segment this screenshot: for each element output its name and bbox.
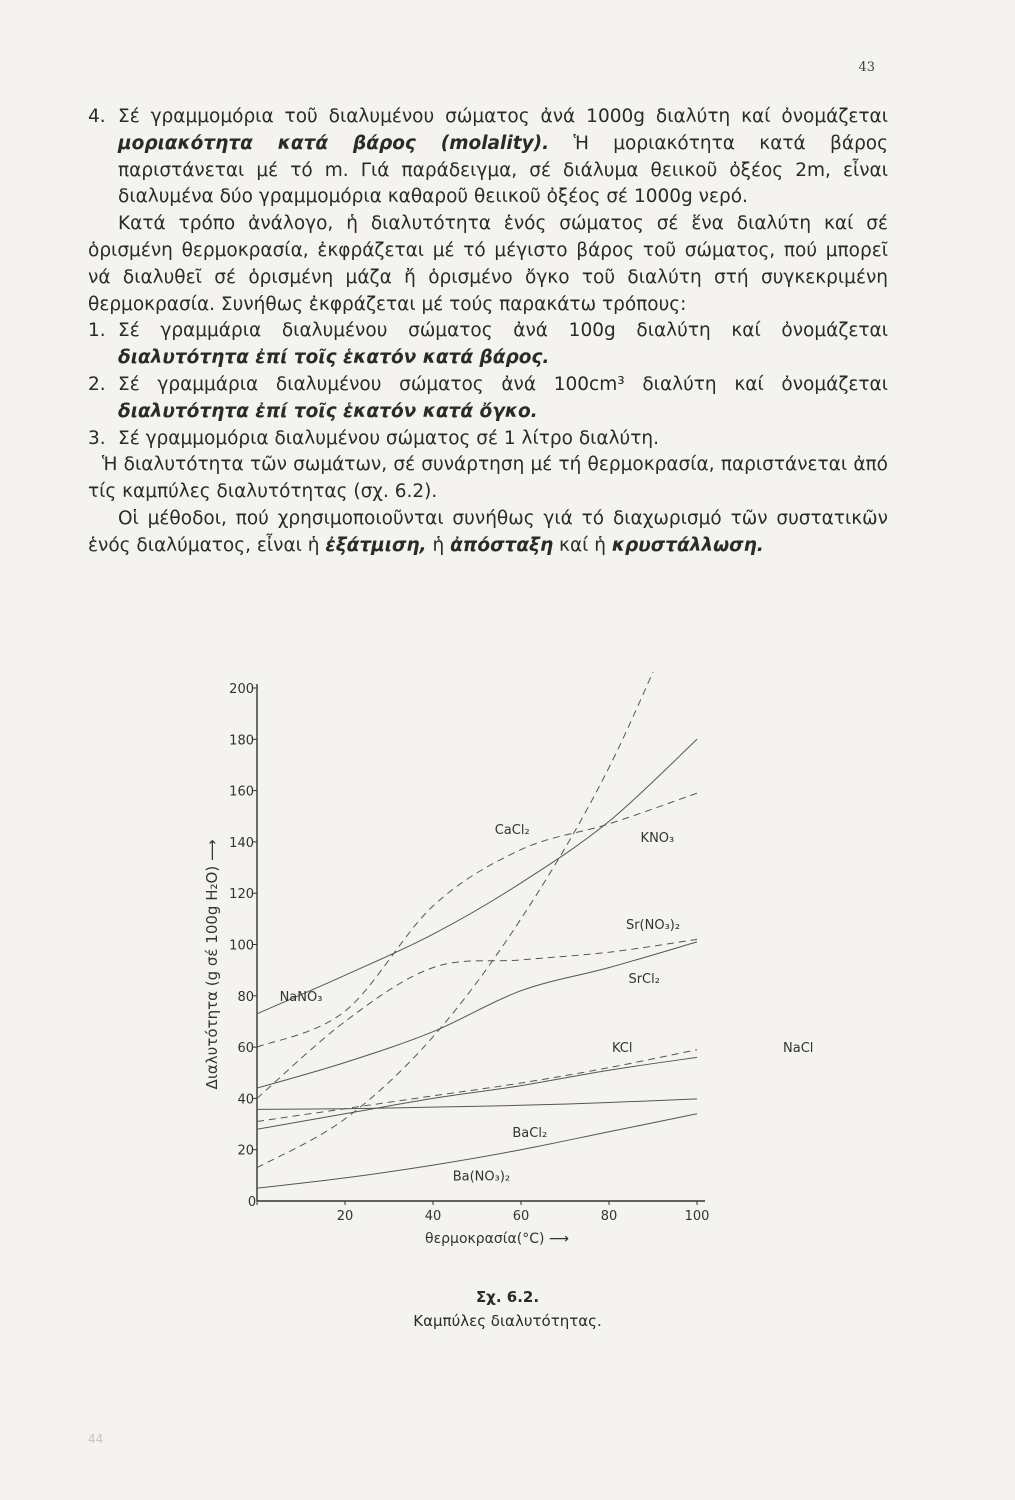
paragraph-methods	[88, 506, 888, 560]
y-tick-label: 160	[229, 784, 254, 800]
series-label: BaCl₂	[512, 1125, 548, 1141]
series-label: NaCl	[783, 1041, 814, 1057]
defined-term: ἀπόσταξη	[450, 534, 554, 556]
y-tick-label: 80	[237, 989, 254, 1005]
paragraph-text: Οἱ μέθοδοι, πού χρησιμοποιοῦνται συνήθως γιά τό διαχωρισμό τῶν συστατικῶν ἑνός διαλύματος, εἶναι ἡ	[88, 507, 888, 556]
list-body	[118, 104, 888, 211]
defined-term: διαλυτότητα ἐπί τοῖς ἑκατόν κατά ὄγκο.	[118, 400, 538, 422]
paragraph-text: ἡ	[426, 534, 451, 556]
list-item-4	[88, 104, 888, 211]
list-number: 1.	[88, 320, 106, 342]
list-number: 4.	[88, 106, 106, 127]
series-line	[257, 1099, 697, 1110]
y-axis-label: Διαλυτότητα (g σέ 100g H₂O) ⟶	[203, 839, 221, 1090]
chart-svg	[200, 672, 814, 1247]
paragraph-solubility: Κατά τρόπο ἀνάλογο, ἡ διαλυτότητα ἑνός σώματος σέ ἕνα διαλύτη καί σέ ὁρισμένη θερμοκρασία, ἐκφράζεται μέ τό μέγιστο βάρος τοῦ σώματος, πού μπορεῖ νά διαλυθεῖ σέ ὁρισμένη μάζα ἤ ὁρισμένο ὄγκο τοῦ διαλύτη στή συγκεκριμένη θερμοκρασία. Συνήθως ἐκφράζεται μέ τούς παρακάτω τρόπους:	[88, 213, 888, 315]
series-label: Ba(NO₃)₂	[452, 1169, 511, 1185]
figure-number: Σχ. 6.2.	[475, 1288, 540, 1306]
y-tick-label: 200	[229, 682, 254, 697]
series-line	[257, 939, 697, 1098]
list-text: Σέ γραμμάρια διαλυμένου σώματος ἀνά 100cm³ διαλύτη καί ὀνομάζεται	[118, 373, 888, 395]
x-tick-label: 20	[336, 1209, 354, 1224]
series-line	[257, 942, 697, 1088]
defined-term: διαλυτότητα ἐπί τοῖς ἑκατόν κατά βάρος.	[118, 347, 550, 369]
list-text: Σέ γραμμομόρια τοῦ διαλυμένου σώματος ἀνά 1000g διαλύτη καί ὀνομάζεται	[118, 106, 888, 127]
x-tick-label: 80	[600, 1209, 618, 1224]
series-label: CaCl₂	[494, 823, 530, 839]
list-item	[88, 372, 888, 426]
list-text: Σέ γραμμάρια διαλυμένου σώματος ἀνά 100g διαλύτη καί ὀνομάζεται	[118, 320, 888, 342]
series-label: NaNO₃	[279, 989, 323, 1005]
list-text: Σέ γραμμομόρια διαλυμένου σώματος σέ 1 λίτρο διαλύτη.	[118, 427, 660, 449]
defined-term: μοριακότητα κατά βάρος (molality).	[118, 132, 550, 154]
series-label: KCl	[611, 1041, 633, 1057]
list-text: Ἡ μοριακότητα κατά βάρος παριστάνεται μέ τό m. Γιά παράδειγμα, σέ διάλυμα θειικοῦ ὀξέος 2m, εἶναι διαλυμένα δύο γραμμομόρια καθαροῦ θειικοῦ ὀξέος σέ 1000g νερό.	[118, 132, 888, 208]
page-number: 43	[858, 60, 875, 75]
paragraph-text: καί ἡ	[553, 534, 612, 556]
series-line	[257, 570, 697, 1168]
y-tick-label: 60	[237, 1041, 254, 1057]
y-tick-label: 120	[229, 887, 254, 903]
series-label: Sr(NO₃)₂	[625, 918, 681, 934]
list-body	[118, 372, 888, 426]
series-label: KNO₃	[640, 830, 675, 846]
list-item	[88, 426, 888, 453]
series-line	[257, 1050, 697, 1122]
x-tick-label: 60	[512, 1209, 530, 1224]
y-tick-label: 100	[229, 938, 254, 954]
body-text	[88, 104, 888, 560]
defined-term: ἐξάτμιση,	[325, 534, 427, 556]
y-tick-label: 140	[229, 835, 254, 851]
paragraph-curves: Ἡ διαλυτότητα τῶν σωμάτων, σέ συνάρτηση μέ τή θερμοκρασία, παριστάνεται ἀπό τίς καμπύλες διαλυτότητας (σχ. 6.2).	[88, 454, 888, 503]
y-tick-label: 20	[237, 1143, 254, 1159]
corner-mark: 44	[88, 1432, 104, 1446]
list-body	[118, 426, 888, 453]
solubility-chart	[200, 672, 814, 1247]
list-number: 3.	[88, 427, 106, 449]
x-tick-label: 40	[424, 1209, 442, 1224]
y-tick-label: 180	[229, 733, 254, 749]
list-body	[118, 318, 888, 372]
x-tick-label: 0	[247, 1195, 257, 1210]
series-line	[257, 1057, 697, 1129]
series-label: SrCl₂	[628, 971, 660, 987]
x-tick-label: 100	[684, 1209, 710, 1224]
list-number: 2.	[88, 373, 106, 395]
y-tick-label: 40	[237, 1092, 254, 1108]
list-item	[88, 318, 888, 372]
solubility-list	[88, 318, 888, 452]
x-axis-label: θερμοκρασία(°C) ⟶	[425, 1231, 569, 1247]
defined-term: κρυστάλλωση.	[611, 534, 764, 556]
figure-caption: Καμπύλες διαλυτότητας.	[413, 1312, 602, 1330]
